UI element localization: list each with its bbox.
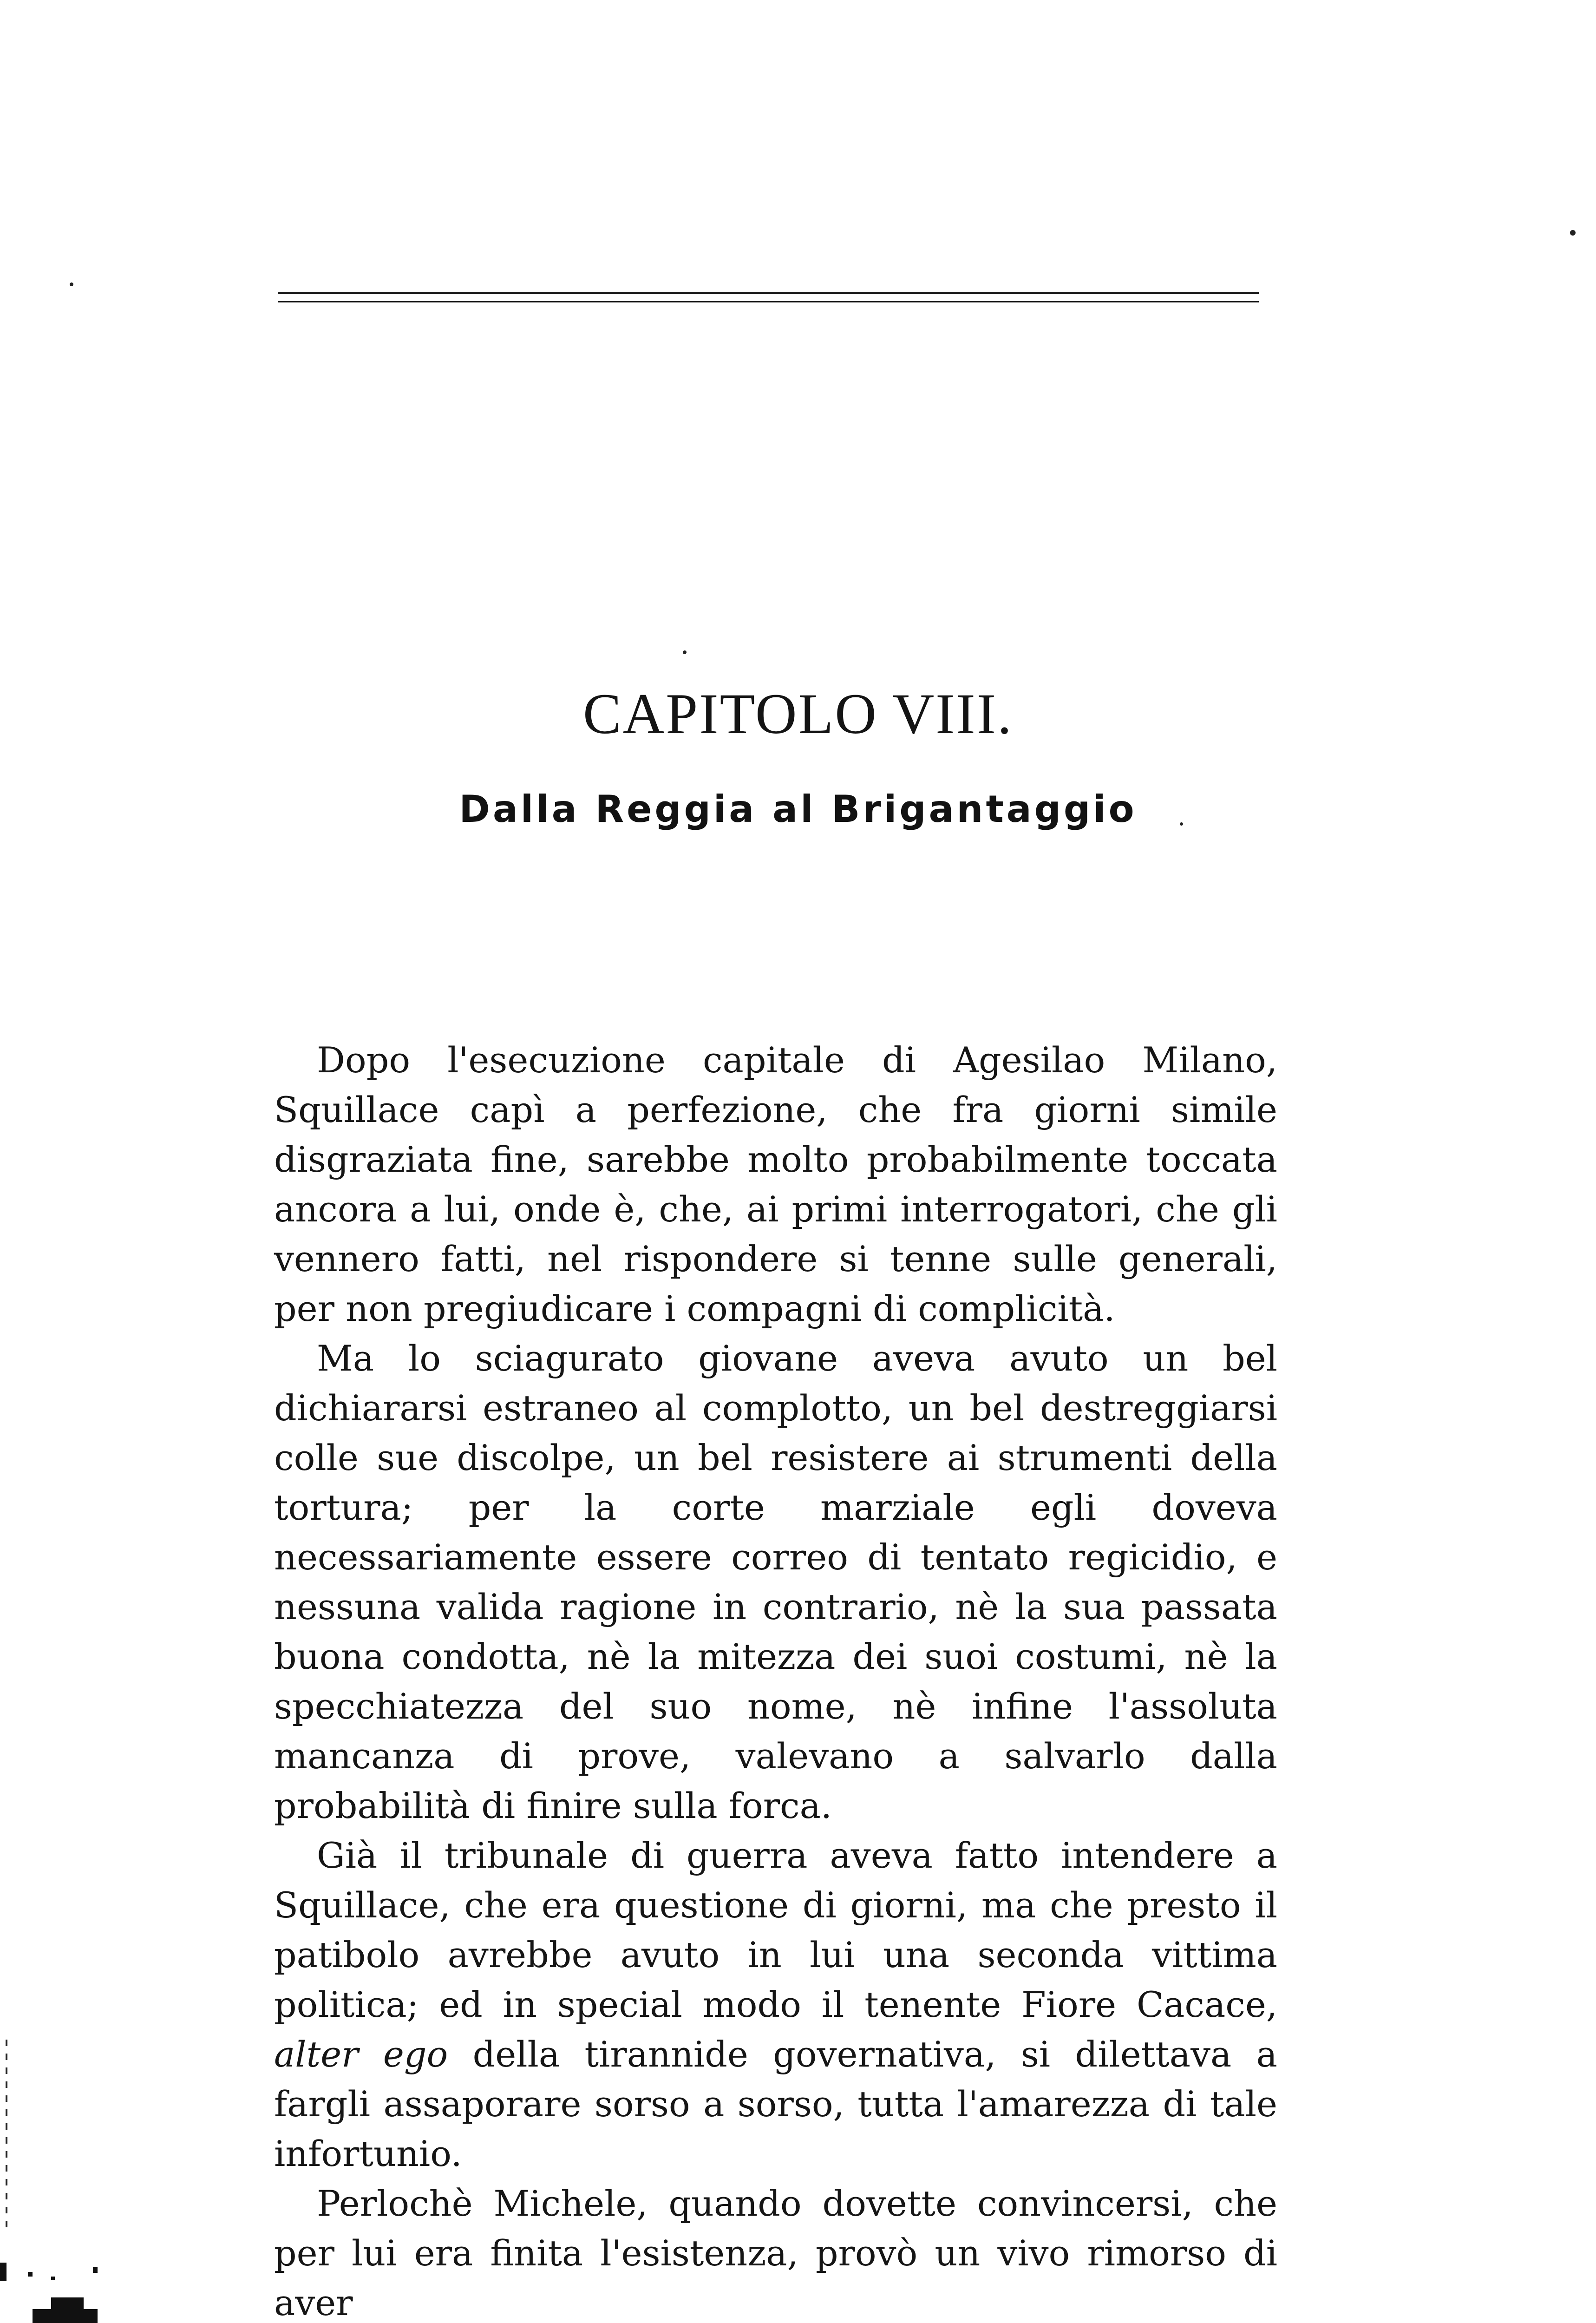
- scan-blot-icon: [0, 2258, 153, 2323]
- header-rule-thick: [278, 292, 1259, 294]
- paragraph-3-text-after: della tirannide governativa, si dilettava a fargli assaporare sorso a sorso, tutta l'amarezza di tale infortunio.: [274, 2034, 1277, 2174]
- header-rule-thin: [278, 301, 1259, 302]
- scan-speck: [1570, 230, 1576, 236]
- paragraph-2: Ma lo sciagurato giovane aveva avuto un bel dichiararsi estraneo al complotto, un bel destreggiarsi colle sue discolpe, un bel resistere ai strumenti della tortura; per la corte marziale egli doveva necessariamente essere correo di tentato regicidio, e nessuna valida ragione in contrario, nè la sua passata buona condotta, nè la mitezza dei suoi costumi, nè la specchiatezza del suo nome, nè infine l'assoluta mancanza di prove, valevano a salvarlo dalla probabilità di finire sulla forca.: [274, 1338, 1277, 1826]
- paragraph-1: Dopo l'esecuzione capitale di Agesilao Milano, Squillace capì a perfezione, che fra giorni simile disgraziata fine, sarebbe molto probabilmente toccata ancora a lui, onde è, che, ai primi interrogatori, che gli vennero fatti, nel rispondere si tenne sulle generali, per non pregiudicare i compagni di complicità.: [274, 1039, 1277, 1329]
- scan-speck: [70, 282, 73, 286]
- chapter-subtitle: Dalla Reggia al Brigantaggio: [459, 787, 1137, 831]
- paragraph-4: Perlochè Michele, quando dovette convincersi, che per lui era finita l'esistenza, provò un vivo rimorso di aver: [274, 2183, 1277, 2323]
- scan-speck: [683, 650, 687, 654]
- paragraph-3: [274, 1831, 1277, 2179]
- paragraph-3-text-before: Già il tribunale di guerra aveva fatto intendere a Squillace, che era questione di giorni, ma che presto il patibolo avrebbe avuto in lui una seconda vittima politica; ed in special modo il tenente Fiore Cacace,: [274, 1835, 1277, 2025]
- scan-speck: [1180, 822, 1183, 826]
- scan-edge-mark: [6, 2040, 7, 2235]
- body-text: [274, 1035, 1277, 2323]
- chapter-title: CAPITOLO VIII.: [582, 682, 1014, 746]
- paragraph-3-emphasis: alter ego: [274, 2034, 448, 2075]
